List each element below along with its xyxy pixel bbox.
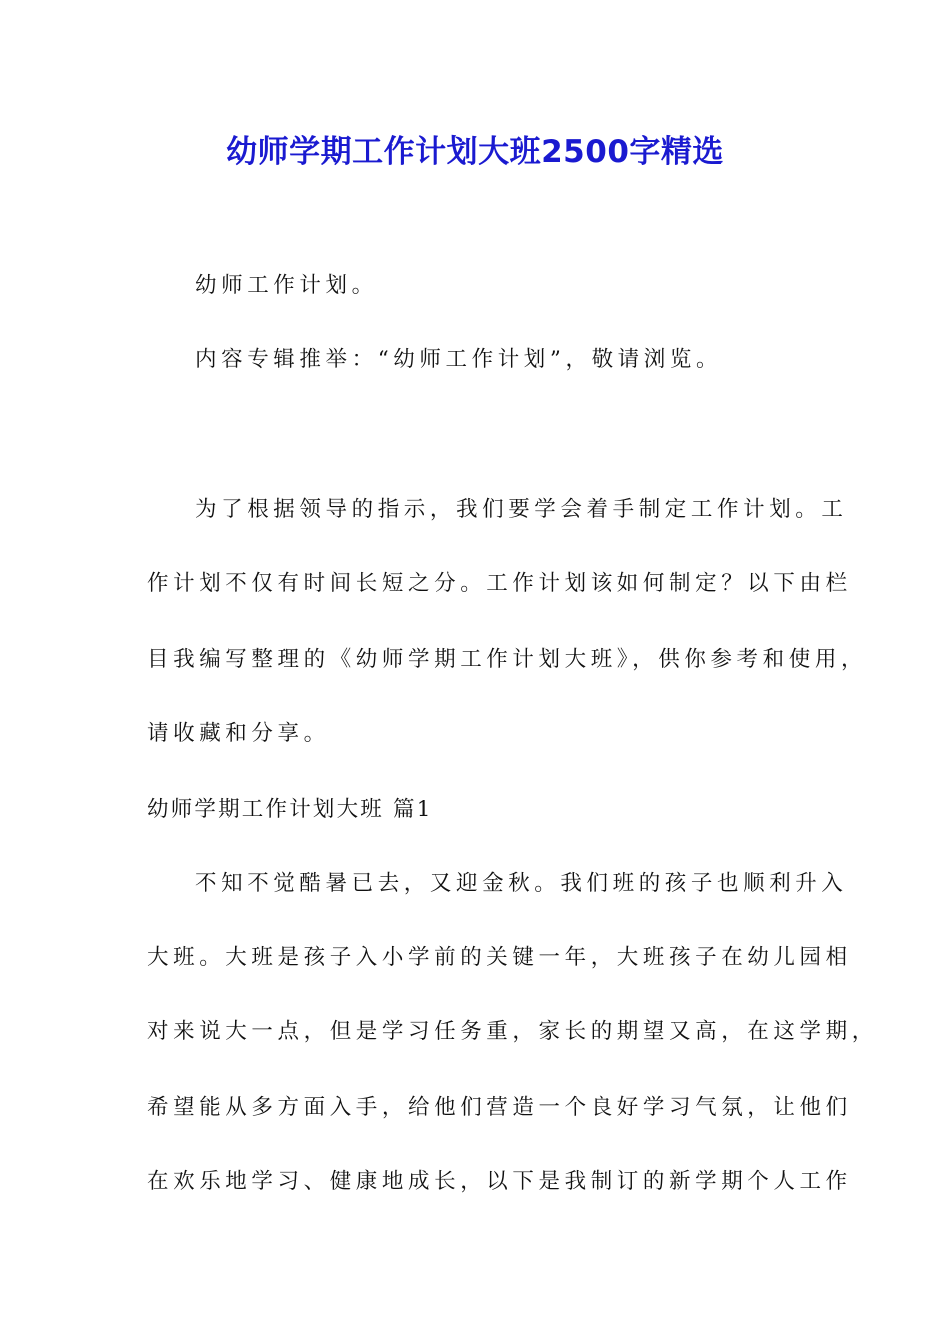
paragraph-line: 对来说大一点，但是学习任务重，家长的期望又高，在这学期， (147, 1019, 878, 1044)
paragraph-line: 不知不觉酷暑已去，又迎金秋。我们班的孩子也顺利升入 (195, 871, 848, 896)
intro-line: 幼师工作计划。 (195, 273, 378, 298)
paragraph-line: 希望能从多方面入手，给他们营造一个良好学习气氛，让他们 (147, 1095, 852, 1120)
paragraph-line: 作计划不仅有时间长短之分。工作计划该如何制定？以下由栏 (147, 571, 852, 596)
paragraph-line: 在欢乐地学习、健康地成长，以下是我制订的新学期个人工作 (147, 1169, 852, 1194)
paragraph-line: 为了根据领导的指示，我们要学会着手制定工作计划。工 (195, 497, 848, 522)
paragraph-line: 大班。大班是孩子入小学前的关键一年，大班孩子在幼儿园相 (147, 945, 852, 970)
document-title: 幼师学期工作计划大班2500字精选 (226, 134, 724, 170)
paragraph-line: 请收藏和分享。 (147, 721, 330, 746)
intro-line: 内容专辑推举：“幼师工作计划”，敬请浏览。 (195, 347, 723, 372)
paragraph-line: 目我编写整理的《幼师学期工作计划大班》，供你参考和使用， (147, 647, 868, 672)
section-heading: 幼师学期工作计划大班 篇1 (147, 797, 433, 822)
